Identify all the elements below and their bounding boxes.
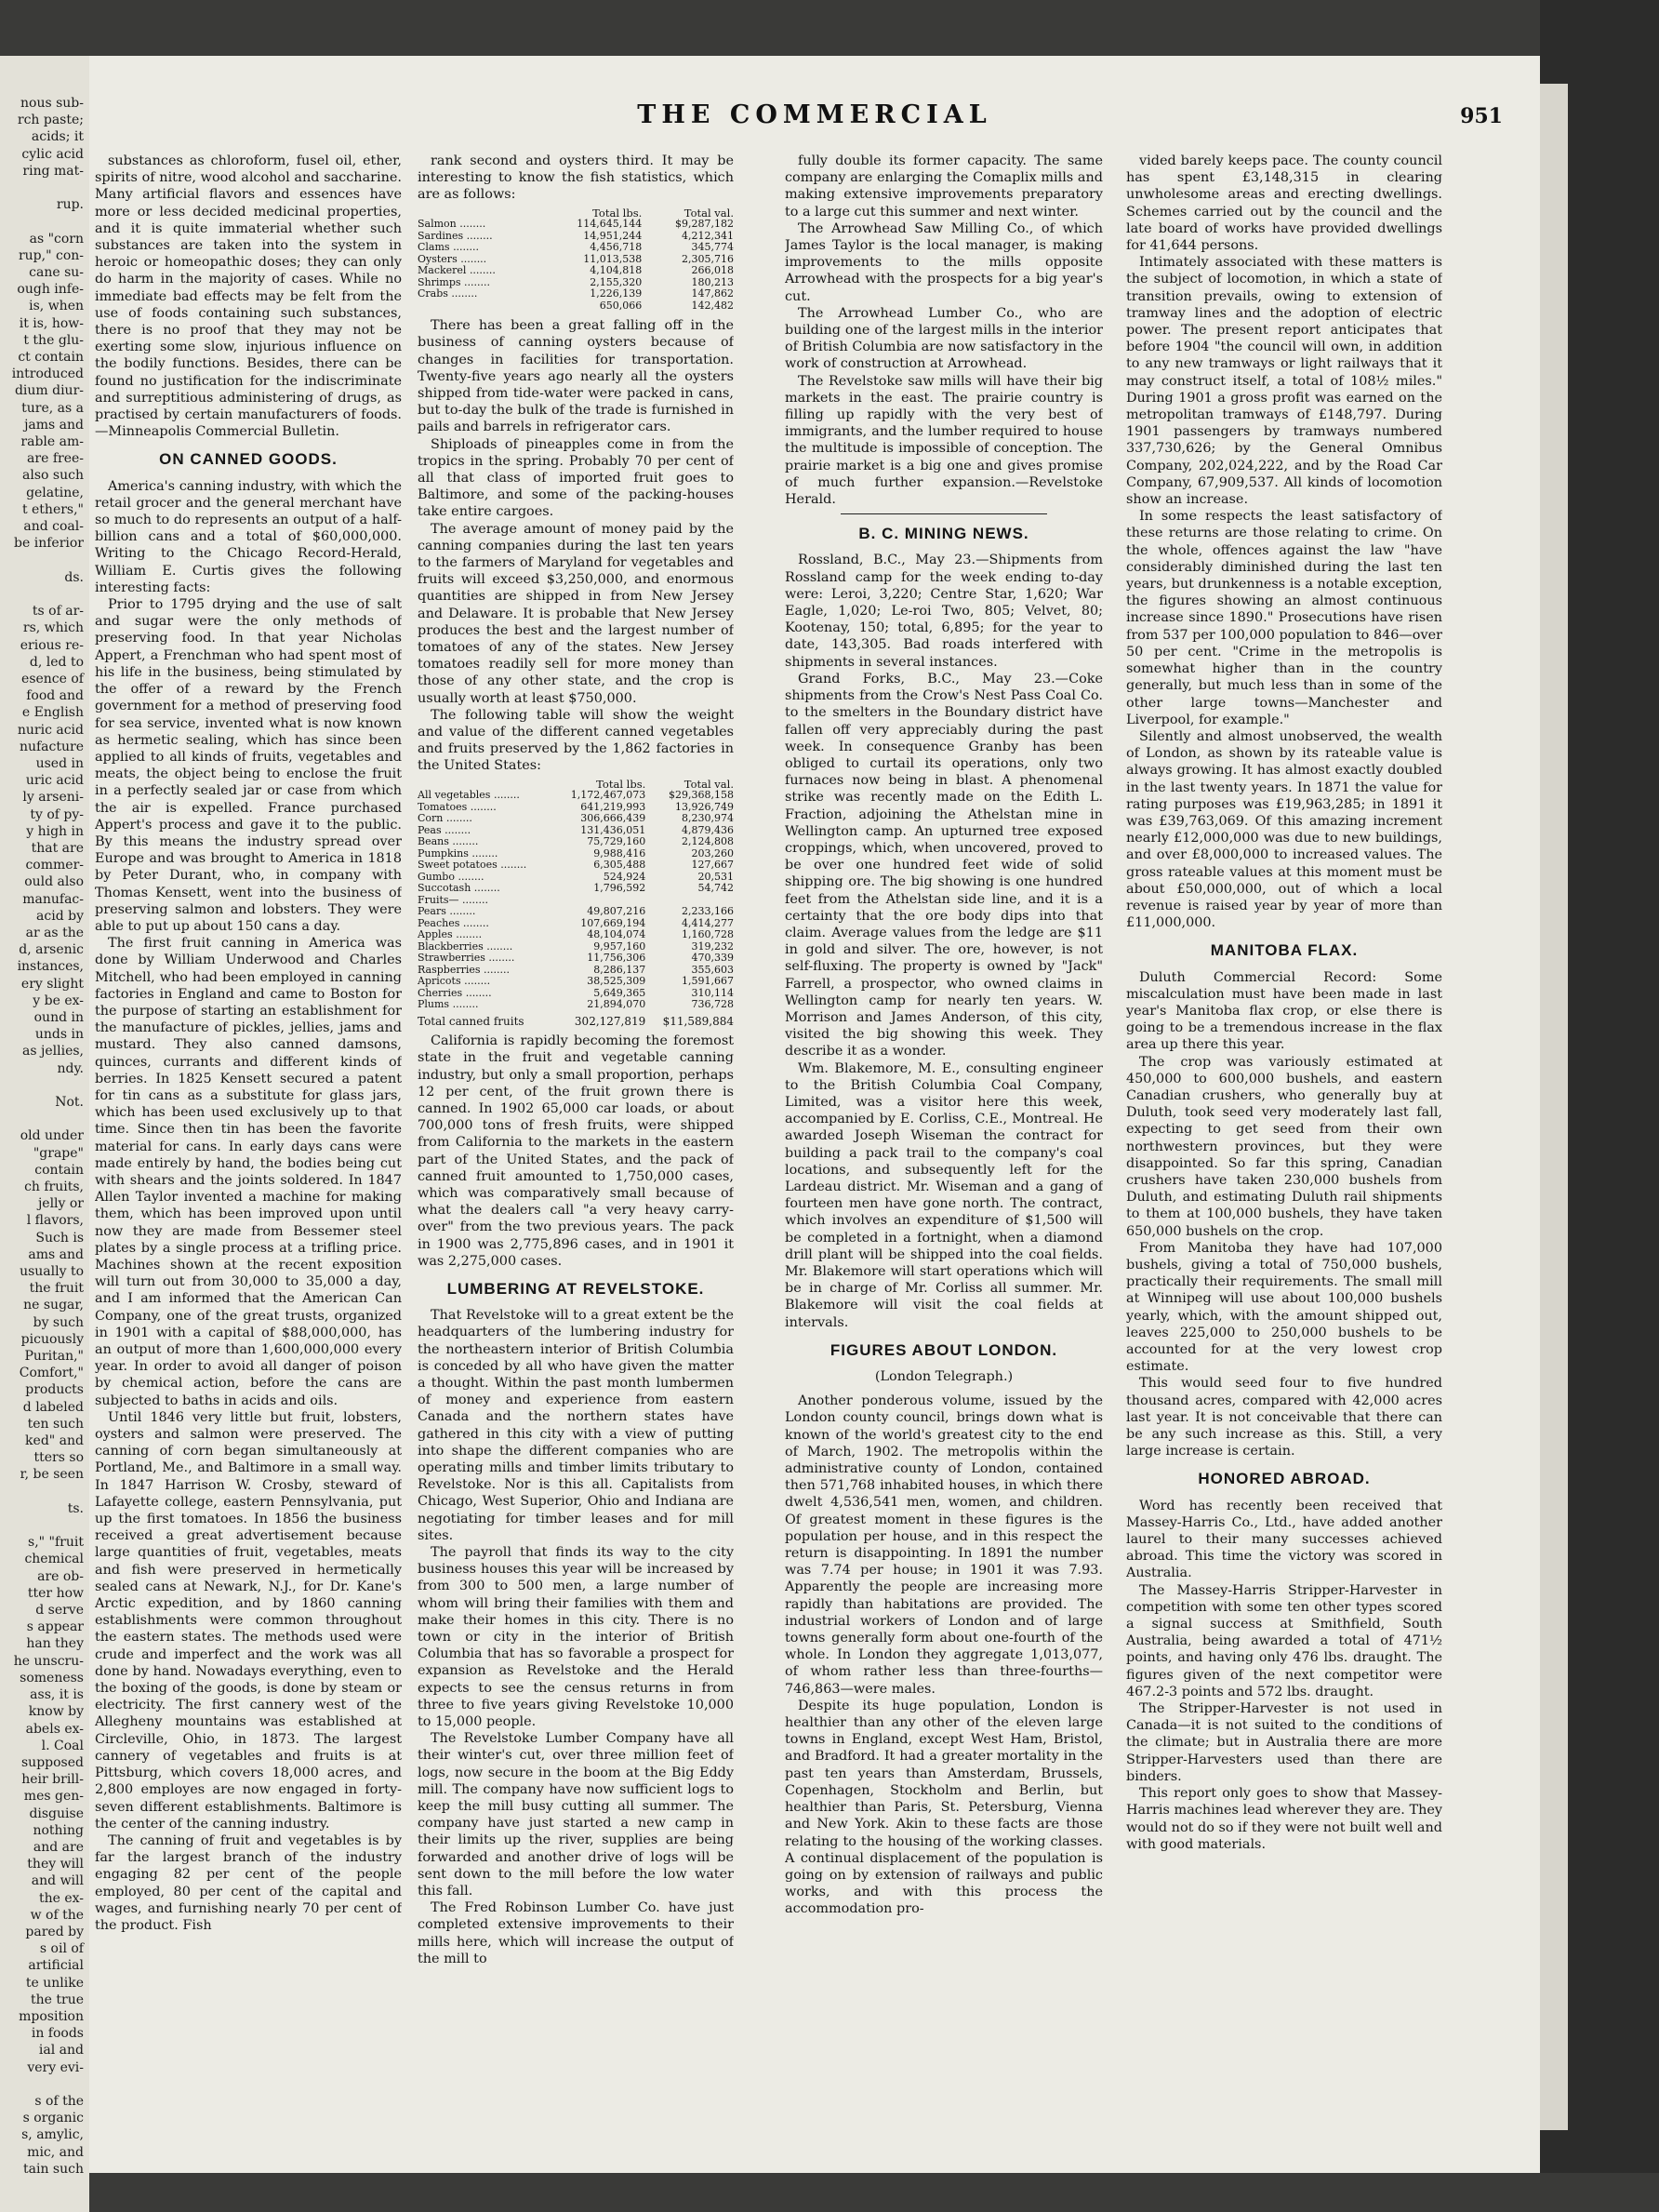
table-cell: Plums ........ bbox=[418, 998, 479, 1011]
strip-text-line: y high in bbox=[26, 823, 84, 839]
paragraph: The first fruit canning in America was done by William Underwood and Charles Mitchell, who had been employed in canning factories in England and came to Boston for the purpose of starting an establishment for the manufacture of pickles, jellies, jams and mustard. They also canned damsons, quinces, currants and different kinds of berries. In 1825 Kensett secured a patent for tin cans as a substitute for glass jars, which has been used exclusively up to that time. Since then tin has been the favorite material for cans. In early days cans were made entirely by hand, the bodies being cut with shears and the joints soldered. In 1847 Allen Taylor invented a machine for making them, which has been improved upon until now they are made from Bessemer steel plates by a single process at a trifling price. Machines shown at the recent exposition will turn out from 30,000 to 35,000 a day, and I am informed that the American Can Company, one of the great trusts, organized in 1901 with a capital of $88,000,000, has an output of more than 1,600,000,000 every year. In order to avoid all danger of poison by chemical action, before the cans are subjected to baths in acids and oils. bbox=[95, 936, 402, 1408]
table-cell: 54,742 bbox=[697, 882, 734, 895]
table-cell: 310,114 bbox=[691, 986, 734, 999]
strip-text-line bbox=[0, 213, 89, 230]
table-cell: 11,013,538 bbox=[583, 252, 643, 265]
strip-text-line: commer- bbox=[25, 858, 84, 873]
strip-text-line bbox=[0, 1111, 89, 1127]
table-cell: Apricots ........ bbox=[418, 975, 491, 988]
table-cell: Mackerel ........ bbox=[418, 264, 496, 277]
table-cell: 1,160,728 bbox=[682, 928, 734, 941]
strip-text-line: someness bbox=[20, 1670, 84, 1686]
paragraph: Prior to 1795 drying and the use of salt and sugar were the only methods of preserving food. In that year Nicholas Appert, a Frenchman who had spent most of his life in the business, being stimulated by the offer of a reward by the French government for a method of preserving food for sea service, invented what is now known as hermetic sealing, which has since been applied to all kinds of fruits, vegetables and meats, the object being to enclose the fruit in a perfectly sealed jar or case from which the air is expelled. France purchased Appert's process and gave it to the public. By this means the industry spread over Europe and was brought to America in 1818 by Peter Durant, who, in company with Thomas Kensett, went into the business of preserving salmon and lobsters. They were able to put up about 150 cans a day. bbox=[95, 597, 402, 934]
strip-text-line: r, be seen bbox=[20, 1467, 84, 1483]
article-column-3 bbox=[785, 153, 1103, 2171]
strip-text-line: introduced bbox=[11, 366, 84, 382]
strip-text-line: mic, and bbox=[27, 2144, 84, 2160]
strip-text-line bbox=[0, 1484, 89, 1500]
paragraph: Grand Forks, B.C., May 23.—Coke shipments from the Crow's Nest Pass Coal Co. to the smelters in the Boundary district have fallen off very appreciably during the past week. In consequence Granby has been obliged to curtail its operations, only two furnaces now being in blast. A phenomenal strike was recently made on the Edith L. Fraction, adjoining the Athelstan mine in Wellington camp. An upturned tree exposed croppings, which, when uncovered, proved to be over one hundred feet wide of solid shipping ore. The big showing is one hundred feet from the Athelstan side line, and it is a certainty that the ore body dips into that claim. Average values from the ledge are $11 in gold and silver. The ore, however, is not self-fluxing. The property is owned by "Jack" Farrell, a prospector, who owned claims in Wellington camp for nearly ten years. W. Morrison and James Anderson, of this city, visited the big showing this week. They describe it as a wonder. bbox=[785, 671, 1103, 1059]
strip-text-line: used in bbox=[35, 755, 84, 771]
paragraph: The Massey-Harris Stripper-Harvester in competition with some ten other types scored a signal success at Smithfield, South Australia, being awarded a total of 471½ points, and having only 476 lbs. draught. The figures given of the next competitor were 467.2-3 points and 572 lbs. draught. bbox=[1126, 1582, 1442, 1699]
strip-text-line: e English bbox=[21, 705, 84, 721]
strip-text-line: s, amylic, bbox=[21, 2127, 84, 2143]
table-cell: Raspberries ........ bbox=[418, 963, 510, 976]
strip-text-line: han they bbox=[26, 1636, 84, 1652]
strip-text-line: s organic bbox=[22, 2111, 84, 2126]
strip-text-line: y be ex- bbox=[33, 993, 84, 1008]
table-cell: Tomatoes ........ bbox=[418, 800, 497, 813]
strip-text-line bbox=[0, 586, 89, 603]
strip-text-line: d labeled bbox=[22, 1399, 84, 1415]
table-cell: Sweet potatoes ........ bbox=[418, 859, 527, 872]
section-heading: MANITOBA FLAX. bbox=[1210, 941, 1359, 960]
table-total-cell: Total canned fruits bbox=[418, 1014, 524, 1028]
table-cell: 142,482 bbox=[691, 299, 734, 312]
strip-text-line: be inferior bbox=[14, 536, 84, 552]
table-cell: Cherries ........ bbox=[418, 986, 492, 999]
strip-text-line: t ethers," bbox=[21, 501, 84, 517]
table-cell bbox=[418, 300, 540, 313]
strip-text-line: uric acid bbox=[25, 773, 84, 789]
table-total-cell: 302,127,819 bbox=[574, 1014, 646, 1028]
table-cell: 49,807,216 bbox=[587, 905, 646, 918]
strip-text-line: nuric acid bbox=[17, 722, 84, 738]
table-cell: 1,226,139 bbox=[590, 287, 643, 300]
table-total-cell: $11,589,884 bbox=[662, 1014, 734, 1028]
veg-statistics-table bbox=[418, 779, 734, 1028]
table-cell: 11,756,306 bbox=[587, 952, 646, 965]
table-cell: 355,603 bbox=[691, 963, 734, 976]
paragraph: In some respects the least satisfactory of these returns are those relating to crime. On the whole, offences against the law "have considerably diminished during the last ten years, but drunkenness is a notable exception, the figures showing an almost continuous increase since 1890." Prosecutions have risen from 537 per 100,000 population to 846—over 50 per cent. "Crime in the metropolis is somewhat higher than in the country generally, but much less than in some of the other large towns—Manchester and Liverpool, for example." bbox=[1126, 509, 1442, 727]
strip-text-line: ring mat- bbox=[22, 163, 84, 179]
strip-text-line: also such bbox=[22, 468, 84, 484]
table-cell: 38,525,309 bbox=[587, 975, 646, 988]
strip-text-line: and are bbox=[33, 1839, 84, 1855]
table-cell: 14,951,244 bbox=[583, 229, 643, 242]
table-cell: Peas ........ bbox=[418, 823, 471, 836]
strip-text-line: rch paste; bbox=[17, 113, 84, 128]
paragraph: Until 1846 very little but fruit, lobsters, oysters and salmon were preserved. The canning of corn began simultaneously at Portland, Me., and Baltimore in a small way. In 1847 Harrison W. Crosby, steward of Lafayette college, eastern Pennsylvania, put up the first tomatoes. In 1856 the business received a great advertisement because large quantities of fruit, vegetables, meats and fish were preserved in hermetically sealed cans at Newark, N.J., for Dr. Kane's Arctic expedition, and by 1860 canning establishments were common throughout the eastern states. The methods used were crude and imperfect and the work was all done by hand. Nowadays everything, even to the boxing of the goods, is done by steam or electricity. The first cannery west of the Allegheny mountains was established at Circleville, Ohio, in 1873. The largest cannery of vegetables and fruits is at Pittsburg, which covers 18,000 acres, and 2,800 employes are now engaged in forty-seven different establishments. Baltimore is the center of the canning industry. bbox=[95, 1409, 402, 1832]
table-cell: 4,212,341 bbox=[682, 229, 734, 242]
table-cell: Corn ........ bbox=[418, 812, 472, 825]
table-row bbox=[418, 999, 734, 1011]
table-row bbox=[418, 953, 734, 965]
paragraph: The canning of fruit and vegetables is by far the largest branch of the industry engaging 82 per cent of the people employed, 80 per cent of the capital and wages, and furnishing nearly 70 per cent of the product. Fish bbox=[95, 1832, 402, 1933]
paragraph: Silently and almost unobserved, the wealth of London, as shown by its rateable value is always growing. It has almost exactly doubled in the last twenty years. In 1871 the value for rating purposes was £19,963,285; in 1891 it was £39,763,069. Of this amazing increment nearly £12,000,000 was due to new buildings, and over £8,000,000 to increased values. The gross rateable values at this moment must be about £50,000,000, out of which a local revenue is raised year by year of more than £11,000,000. bbox=[1126, 728, 1442, 931]
table-cell: 9,988,416 bbox=[593, 846, 646, 859]
strip-text-line: d, arsenic bbox=[19, 942, 84, 958]
table-cell: 75,729,160 bbox=[587, 835, 646, 848]
table-row bbox=[418, 859, 734, 872]
table-cell: 127,667 bbox=[691, 859, 734, 872]
section-heading: LUMBERING AT REVELSTOKE. bbox=[446, 1279, 705, 1298]
table-row bbox=[418, 883, 734, 895]
paragraph: The Stripper-Harvester is not used in Canada—it is not suited to the conditions of the climate; but in Australia there are more Stripper-Harvesters used than there are binders. bbox=[1126, 1701, 1442, 1784]
strip-text-line: acids; it bbox=[31, 129, 84, 145]
strip-text-line: the ex- bbox=[38, 1890, 84, 1906]
table-cell: Shrimps ........ bbox=[418, 275, 490, 288]
table-cell: 131,436,051 bbox=[580, 823, 646, 836]
table-row bbox=[418, 813, 734, 825]
previous-page-strip bbox=[0, 56, 89, 2212]
strip-text-line: d, led to bbox=[29, 654, 84, 670]
strip-text-line: d serve bbox=[35, 1603, 84, 1619]
strip-text-line: rs, which bbox=[22, 620, 84, 636]
table-cell: Pumpkins ........ bbox=[418, 846, 498, 859]
strip-text-line: are ob- bbox=[37, 1568, 84, 1584]
table-row bbox=[418, 836, 734, 848]
table-cell: Salmon ........ bbox=[418, 218, 486, 231]
table-cell: 114,645,144 bbox=[577, 218, 643, 231]
strip-text-line: and coal- bbox=[23, 519, 84, 535]
strip-text-line: artificial bbox=[28, 1958, 84, 1974]
newspaper-page bbox=[89, 56, 1540, 2173]
paragraph: The Fred Robinson Lumber Co. have just completed extensive improvements to their mills here, which will increase the output of the mill to bbox=[418, 1900, 734, 1966]
table-cell: 203,260 bbox=[691, 846, 734, 859]
strip-text-line: "grape" bbox=[33, 1145, 84, 1161]
table-cell: 1,172,467,073 bbox=[570, 789, 646, 802]
strip-text-line: he unscru- bbox=[13, 1653, 84, 1669]
table-cell: 147,862 bbox=[691, 287, 734, 300]
table-cell: Apples ........ bbox=[418, 928, 483, 941]
table-cell: $9,287,182 bbox=[675, 218, 734, 231]
paragraph: This report only goes to show that Massey-Harris machines lead wherever they are. They would not do so if they were not built well and with good materials. bbox=[1126, 1786, 1442, 1852]
paragraph: Wm. Blakemore, M. E., consulting engineer to the British Columbia Coal Company, Limited, was a visitor here this week, accompanied by E. Corliss, C.E., Montreal. He awarded Joseph Wiseman the contract for building a pack trail to the company's coal locations, and subsequently left for the Lardeau district. Mr. Wiseman and a gang of fourteen men have gone north. The contract, which involves an expenditure of $1,500 will be completed in a fortnight, when a diamond drill plant will be shipped into the coal fields. Mr. Blakemore will start operations which will be in charge of Mr. Corliss all summer. Mr. Blakemore will visit the coal fields at intervals. bbox=[785, 1060, 1103, 1330]
table-row bbox=[418, 265, 734, 277]
paragraph: From Manitoba they have had 107,000 bushels, giving a total of 750,000 bushels, practically their requirements. The small mill at Winnipeg will use about 100,000 bushels yearly, which, with the amount shipped out, leaves 225,000 to 250,000 bushels to be accounted for at the very lowest crop estimate. bbox=[1126, 1240, 1442, 1375]
paragraph: Another ponderous volume, issued by the London county council, brings down what is known of the world's greatest city to the end of March, 1902. The metropolis within the administrative county of London, contained then 571,768 inhabited houses, in which there dwelt 4,536,541 men, women, and children. Of greatest moment in these figures is the population per house, and in this respect the return is disappointing. In 1891 the number was 7.74 per house; in 1901 it was 7.93. Apparently the people are increasing more rapidly than habitations are provided. The industrial workers of London and of large towns generally form about one-fourth of the whole. In London they aggregate 1,013,077, of whom rather less than three-fourths—746,863—were males. bbox=[785, 1393, 1103, 1697]
table-cell: 48,104,074 bbox=[587, 928, 646, 941]
paragraph: fully double its former capacity. The same company are enlarging the Comaplix mills and making extensive improvements preparatory to a large cut this summer and next winter. bbox=[785, 153, 1103, 220]
table-cell: 345,774 bbox=[691, 241, 734, 254]
table-cell: 4,879,436 bbox=[682, 823, 734, 836]
table-cell: $29,368,158 bbox=[669, 789, 734, 802]
divider bbox=[841, 513, 1047, 514]
strip-text-line: usually to bbox=[20, 1264, 84, 1280]
paragraph: The Arrowhead Lumber Co., who are building one of the largest mills in the interior of British Columbia are now satisfactory in the work of construction at Arrowhead. bbox=[785, 305, 1103, 372]
book-edge bbox=[1540, 0, 1659, 2173]
table-header-cell: Total val. bbox=[684, 206, 734, 220]
table-cell: Oysters ........ bbox=[418, 252, 487, 265]
page-number: 951 bbox=[1460, 104, 1503, 128]
paragraph: Despite its huge population, London is healthier than any other of the eleven large towns in England, except West Ham, Bristol, and Bradford. It had a greater mortality in the past ten years than Amsterdam, Brussels, Copenhagen, Stockholm and Berlin, but healthier than Paris, St. Petersburg, Vienna and New York. Akin to these facts are those relating to the housing of the working classes. A continual displacement of the population is going on by extension of railways and public works, and with this process the accommodation pro- bbox=[785, 1698, 1103, 1917]
strip-text-line: erious re- bbox=[20, 637, 84, 653]
table-cell: 4,456,718 bbox=[590, 241, 643, 254]
table-header-cell: Total lbs. bbox=[592, 206, 643, 220]
strip-text-line: picuously bbox=[20, 1331, 84, 1347]
paragraph: California is rapidly becoming the foremost state in the fruit and vegetable canning industry, but only a small proportion, perhaps 12 per cent, of the fruit grown there is canned. In 1902 65,000 car loads, or about 700,000 tons of fresh fruits, were shipped from California to the markets in the eastern part of the United States, and the pack of canned fruit amounted to 1,750,000 cases, which was comparatively small because of what the dealers call "a very heavy carry-over" from the two previous years. The pack in 1900 was 2,775,896 cases, and in 1901 it was 2,275,000 cases. bbox=[418, 1033, 734, 1269]
strip-text-line: Not. bbox=[55, 1094, 84, 1110]
paragraph: America's canning industry, with which the retail grocer and the general merchant have so much to do represents an output of a half-billion cans and a total of $60,000,000. Writing to the Chicago Record-Herald, William E. Curtis gives the following interesting facts: bbox=[95, 478, 402, 595]
table-row bbox=[418, 219, 734, 231]
table-cell: 736,728 bbox=[691, 998, 734, 1011]
table-cell: 2,124,808 bbox=[682, 835, 734, 848]
section-heading: ON CANNED GOODS. bbox=[159, 450, 338, 469]
strip-text-line: s," "fruit bbox=[28, 1535, 84, 1551]
strip-text-line bbox=[0, 180, 89, 196]
strip-text-line: heir brill- bbox=[21, 1772, 84, 1788]
strip-text-line: ts. bbox=[67, 1500, 84, 1516]
strip-text-line: ery slight bbox=[20, 976, 84, 992]
strip-text-line: ial and bbox=[38, 2043, 84, 2059]
table-cell: Pears ........ bbox=[418, 905, 476, 918]
section-heading: B. C. MINING NEWS. bbox=[858, 525, 1029, 543]
paragraph: The Revelstoke saw mills will have their big markets in the east. The prairie country is filling up rapidly with the very best of immigrants, and the lumber required to house the multitude is impossible of conception. The prairie market is a big one and gives promise of much further expansion.—Revelstoke Herald. bbox=[785, 373, 1103, 508]
strip-text-line: very evi- bbox=[27, 2059, 84, 2075]
strip-text-line: the true bbox=[31, 1992, 84, 2007]
strip-text-line: ts of ar- bbox=[32, 604, 84, 620]
table-cell: 8,286,137 bbox=[593, 963, 646, 976]
strip-text-line: ould also bbox=[24, 874, 84, 890]
strip-text-line: ch fruits, bbox=[24, 1179, 84, 1194]
strip-text-line: ar as the bbox=[25, 925, 84, 940]
strip-text-line: ne sugar, bbox=[23, 1298, 84, 1313]
table-cell: 4,414,277 bbox=[682, 916, 734, 929]
table-cell: Gumbo ........ bbox=[418, 870, 484, 883]
strip-text-line: abels ex- bbox=[25, 1721, 84, 1737]
strip-text-line: and will bbox=[31, 1873, 84, 1889]
table-cell: 641,219,993 bbox=[580, 800, 646, 813]
strip-text-line: te unlike bbox=[25, 1975, 84, 1991]
strip-text-line: ten such bbox=[27, 1416, 84, 1432]
paragraph: Intimately associated with these matters is the subject of locomotion, in which a state of transition prevails, owing to extension of tramway lines and the adoption of electric power. The present report anticipates that before 1904 "the council will own, in addition to any new tramways or light railways that it may construct itself, a total of 108½ miles." During 1901 a gross profit was earned on the metropolitan tramways of £148,797. During 1901 passengers by tramways numbered 337,730,626; by the General Omnibus Company, 202,024,222, and by the Road Car Company, 67,909,537. All kinds of locomotion show an increase. bbox=[1126, 255, 1442, 508]
paragraph: Shiploads of pineapples come in from the tropics in the spring. Probably 70 per cent of all that class of imported fruit goes to Baltimore, and some of the packing-houses take entire cargoes. bbox=[418, 436, 734, 520]
table-cell: 180,213 bbox=[691, 275, 734, 288]
paragraph: The following table will show the weight and value of the different canned vegetables and fruits preserved by the 1,862 factories in the United States: bbox=[418, 707, 734, 774]
table-cell: Peaches ........ bbox=[418, 916, 489, 929]
table-cell: 8,230,974 bbox=[682, 812, 734, 825]
strip-text-line: tters so bbox=[33, 1450, 84, 1466]
strip-text-line: ound in bbox=[33, 1009, 84, 1025]
strip-text-line: nous sub- bbox=[20, 96, 84, 111]
strip-text-line: ds. bbox=[64, 569, 84, 585]
paragraph: The Revelstoke Lumber Company have all their winter's cut, over three million feet of logs, now secure in the boom at the Big Eddy mill. The company have now sufficient logs to keep the mill busy cutting all summer. The company have just started a new camp in their limits up the river, supplies are being forwarded and another drive of logs will be sent down to the mill before the low water this fall. bbox=[418, 1731, 734, 1899]
strip-text-line: it is, how- bbox=[19, 315, 84, 331]
strip-text-line: disguise bbox=[29, 1806, 84, 1821]
strip-text-line: nothing bbox=[33, 1822, 84, 1838]
strip-text-line: the fruit bbox=[29, 1281, 84, 1297]
fish-statistics-table bbox=[418, 207, 734, 313]
paragraph: The crop was variously estimated at 450,000 to 600,000 bushels, and eastern Canadian crushers, who generally buy at Duluth, took seed very moderately last fall, expecting to get seed from their own northwestern provinces, but they were disappointed. So far this spring, Canadian crushers have taken 230,000 bushels from Duluth, and estimating Duluth rail shipments to them at 100,000 bushels, they have taken 650,000 bushels on the crop. bbox=[1126, 1054, 1442, 1239]
article-column-2 bbox=[418, 153, 734, 2171]
strip-text-line: rup. bbox=[56, 197, 84, 213]
strip-text-line: jelly or bbox=[37, 1196, 84, 1212]
strip-text-line: s oil of bbox=[39, 1941, 84, 1957]
strip-text-line: that are bbox=[31, 840, 84, 856]
table-cell: 21,894,070 bbox=[587, 998, 646, 1011]
strip-text-line: supposed bbox=[21, 1754, 84, 1770]
strip-text-line: are free- bbox=[27, 451, 84, 467]
strip-text-line: w of the bbox=[30, 1907, 84, 1923]
strip-text-line: by such bbox=[33, 1314, 84, 1330]
table-row bbox=[418, 300, 734, 313]
paragraph: There has been a great falling off in the business of canning oysters because of changes in facilities for transportation. Twenty-five years ago nearly all the oysters shipped from tide-water were packed in cans, but to-day the bulk of the trade is furnished in pails and barrels in refrigerator cars. bbox=[418, 318, 734, 435]
strip-text-line: tain such bbox=[23, 2161, 84, 2177]
section-heading: HONORED ABROAD. bbox=[1198, 1470, 1371, 1488]
strip-text-line: is, when bbox=[29, 299, 84, 314]
section-heading: FIGURES ABOUT LONDON. bbox=[830, 1340, 1058, 1359]
paragraph: The payroll that finds its way to the city business houses this year will be increased by from 300 to 500 men, a large number of whom will bring their families with them and make their homes in this city. There is no town or city in the interior of British Columbia that has so favorable a prospect for expansion as Revelstoke and the Herald expects to see the census returns in from three to five years giving Revelstoke 10,000 to 15,000 people. bbox=[418, 1544, 734, 1730]
strip-text-line: ty of py- bbox=[30, 806, 84, 822]
strip-text-line: t the glu- bbox=[23, 332, 84, 348]
table-cell: All vegetables ........ bbox=[418, 789, 520, 802]
table-cell: Succotash ........ bbox=[418, 882, 500, 895]
table-row bbox=[418, 242, 734, 254]
article-column-1 bbox=[95, 153, 402, 2171]
table-cell: 306,666,439 bbox=[580, 812, 646, 825]
strip-text-line bbox=[0, 1077, 89, 1094]
strip-text-line: as jellies, bbox=[22, 1044, 84, 1059]
table-row bbox=[418, 976, 734, 988]
strip-text-line: they will bbox=[27, 1857, 84, 1872]
paragraph: substances as chloroform, fusel oil, ether, spirits of nitre, wood alcohol and saccharine. Many artificial flavors and essences have more or less decided medicinal properties, and it is quite immaterial whether such substances are taken into the system in heroic or homeopathic doses; they can only do harm in the majority of cases. While no immediate bad effects may be felt from the use of foods containing such substances, there is no proof that they may not be exerting some slow, injurious influence on the bodily functions. Besides, there can be found no justification for the indiscriminate and surreptitious administering of drugs, as practised by certain manufacturers of foods.—Minneapolis Commercial Bulletin. bbox=[95, 153, 402, 440]
strip-text-line: ly arseni- bbox=[22, 790, 84, 806]
strip-text-line: cylic acid bbox=[21, 146, 84, 162]
table-cell: Sardines ........ bbox=[418, 229, 493, 242]
table-header-cell: Total lbs. bbox=[596, 777, 646, 791]
strip-text-line: contain bbox=[34, 1162, 84, 1178]
strip-text-line bbox=[0, 1517, 89, 1534]
strip-text-line: l flavors, bbox=[26, 1213, 84, 1229]
paragraph: rank second and oysters third. It may be interesting to know the fish statistics, which are as follows: bbox=[418, 153, 734, 203]
strip-text-line: in foods bbox=[31, 2026, 84, 2042]
table-total-row bbox=[418, 1011, 734, 1028]
paragraph: vided barely keeps pace. The county council has spent £3,148,315 in clearing unwholesome areas and erecting dwellings. Schemes carried out by the council and the late board of works have provided dwellings for 41,644 persons. bbox=[1126, 153, 1442, 254]
table-cell: 524,924 bbox=[603, 870, 646, 883]
table-cell: Beans ........ bbox=[418, 835, 479, 848]
table-cell: Crabs ........ bbox=[418, 287, 478, 300]
paragraph: Rossland, B.C., May 23.—Shipments from Rossland camp for the week ending to-day were: Leroi, 3,220; Centre Star, 1,620; War Eagle, 1,020; Le-roi Two, 805; Velvet, 80; Kootenay, 150; total, 6,895; for the year to date, 143,305. Bad roads interfered with shipments in several instances. bbox=[785, 553, 1103, 670]
page-header-title: THE COMMERCIAL bbox=[637, 100, 992, 129]
strip-text-line: Puritan," bbox=[24, 1349, 84, 1365]
strip-text-line: unds in bbox=[34, 1027, 84, 1043]
strip-text-line: products bbox=[25, 1382, 84, 1398]
article-column-4 bbox=[1126, 153, 1442, 2171]
table-cell: 2,233,166 bbox=[682, 905, 734, 918]
table-cell: 1,796,592 bbox=[593, 882, 646, 895]
strip-text-line: old under bbox=[20, 1128, 84, 1144]
strip-text-line bbox=[0, 552, 89, 568]
table-cell: 6,305,488 bbox=[593, 859, 646, 872]
paragraph: Duluth Commercial Record: Some miscalculation must have been made in last year's Manitoba flax crop, or else there is going to be a tremendous increase in the flax area up there this year. bbox=[1126, 969, 1442, 1053]
table-cell: 4,104,818 bbox=[590, 264, 643, 277]
table-cell: Clams ........ bbox=[418, 241, 480, 254]
table-cell: 13,926,749 bbox=[675, 800, 734, 813]
strip-text-line: as "corn bbox=[29, 231, 84, 247]
table-cell: 470,339 bbox=[691, 952, 734, 965]
strip-text-line: know by bbox=[28, 1704, 84, 1720]
strip-text-line: ams and bbox=[28, 1246, 84, 1262]
source-line: (London Telegraph.) bbox=[874, 1369, 1014, 1385]
table-row bbox=[418, 288, 734, 300]
strip-text-line: ct contain bbox=[18, 350, 84, 366]
table-cell: 319,232 bbox=[691, 939, 734, 953]
table-cell: 1,591,667 bbox=[682, 975, 734, 988]
table-cell: Strawberries ........ bbox=[418, 952, 515, 965]
strip-text-line: instances, bbox=[17, 959, 84, 975]
table-cell: 5,649,365 bbox=[593, 986, 646, 999]
table-cell: 2,305,716 bbox=[682, 252, 734, 265]
strip-text-line: jams and bbox=[24, 417, 84, 433]
paragraph: That Revelstoke will to a great extent be the headquarters of the lumbering industry for the northeastern interior of British Columbia is conceded by all who have given the matter a thought. Within the past month lumbermen of money and experience from eastern Canada and the northern states have gathered in this city with a view of putting into shape the different companies who are operating mills and timber limits tributary to Revelstoke. Nor is this all. Capitalists from Chicago, West Superior, Ohio and Indiana are negotiating for timber leases and for mill sites. bbox=[418, 1308, 734, 1543]
strip-text-line: esence of bbox=[21, 671, 84, 686]
strip-text-line: pared by bbox=[25, 1924, 84, 1939]
strip-text-line: s appear bbox=[26, 1619, 84, 1635]
strip-text-line: Comfort," bbox=[19, 1366, 84, 1381]
paragraph: Word has recently been received that Massey-Harris Co., Ltd., have added another laurel to their many successes achieved abroad. This time the victory was scored in Australia. bbox=[1126, 1498, 1442, 1581]
strip-text-line: rup," con- bbox=[18, 247, 84, 263]
strip-text-line: food and bbox=[26, 688, 84, 704]
strip-text-line: rable am- bbox=[20, 434, 84, 450]
strip-text-line: ture, as a bbox=[21, 400, 84, 416]
table-cell: 9,957,160 bbox=[593, 939, 646, 953]
strip-text-line bbox=[0, 2076, 89, 2093]
strip-text-line: ked" and bbox=[25, 1433, 84, 1449]
paragraph: The average amount of money paid by the canning companies during the last ten years to the farmers of Maryland for vegetables and fruits will exceed $3,250,000, and enormous quantities are shipped in from New Jersey and Delaware. It is probable that New Jersey produces the best and the largest number of tomatoes of any of the states. New Jersey tomatoes readily sell for more money than those of any other state, and the crop is usually worth at least $750,000. bbox=[418, 521, 734, 706]
strip-text-line: cane su- bbox=[29, 265, 84, 281]
table-row bbox=[418, 929, 734, 941]
table-cell: 20,531 bbox=[697, 870, 734, 883]
strip-text-line: mposition bbox=[19, 2008, 84, 2024]
table-row bbox=[418, 790, 734, 802]
strip-text-line: ndy. bbox=[57, 1060, 84, 1076]
strip-text-line: l. Coal bbox=[41, 1738, 84, 1753]
paragraph: The Arrowhead Saw Milling Co., of which James Taylor is the local manager, is making improvements to the mills opposite Arrowhead with the prospects for a big year's cut. bbox=[785, 220, 1103, 304]
strip-text-line: ough infe- bbox=[17, 282, 84, 298]
table-cell: 2,155,320 bbox=[590, 275, 643, 288]
table-cell: 650,066 bbox=[599, 299, 643, 312]
paragraph: This would seed four to five hundred thousand acres, compared with 42,000 acres last year. It is not conceivable that there can be any such increase as this. Still, a very large increase is certain. bbox=[1126, 1376, 1442, 1459]
strip-text-line: mes gen- bbox=[23, 1789, 84, 1805]
strip-text-line: manufac- bbox=[22, 891, 84, 907]
page-leaf bbox=[1540, 84, 1568, 2130]
strip-text-line: tter how bbox=[27, 1585, 84, 1601]
strip-text-line: s of the bbox=[34, 2093, 84, 2109]
table-header-cell: Total val. bbox=[684, 777, 734, 791]
strip-text-line: nufacture bbox=[19, 739, 84, 754]
strip-text-line: chemical bbox=[24, 1552, 84, 1567]
strip-text-line: ass, it is bbox=[30, 1687, 84, 1703]
strip-text-line: acid by bbox=[36, 908, 84, 924]
table-cell: Blackberries ........ bbox=[418, 939, 513, 953]
strip-text-line: gelatine, bbox=[26, 485, 84, 500]
table-row bbox=[418, 906, 734, 918]
table-cell: Fruits— ........ bbox=[418, 893, 489, 906]
strip-text-line: dium diur- bbox=[14, 383, 84, 399]
table-cell: 107,669,194 bbox=[580, 916, 646, 929]
strip-text-line: Such is bbox=[35, 1230, 84, 1246]
table-cell: 266,018 bbox=[691, 264, 734, 277]
